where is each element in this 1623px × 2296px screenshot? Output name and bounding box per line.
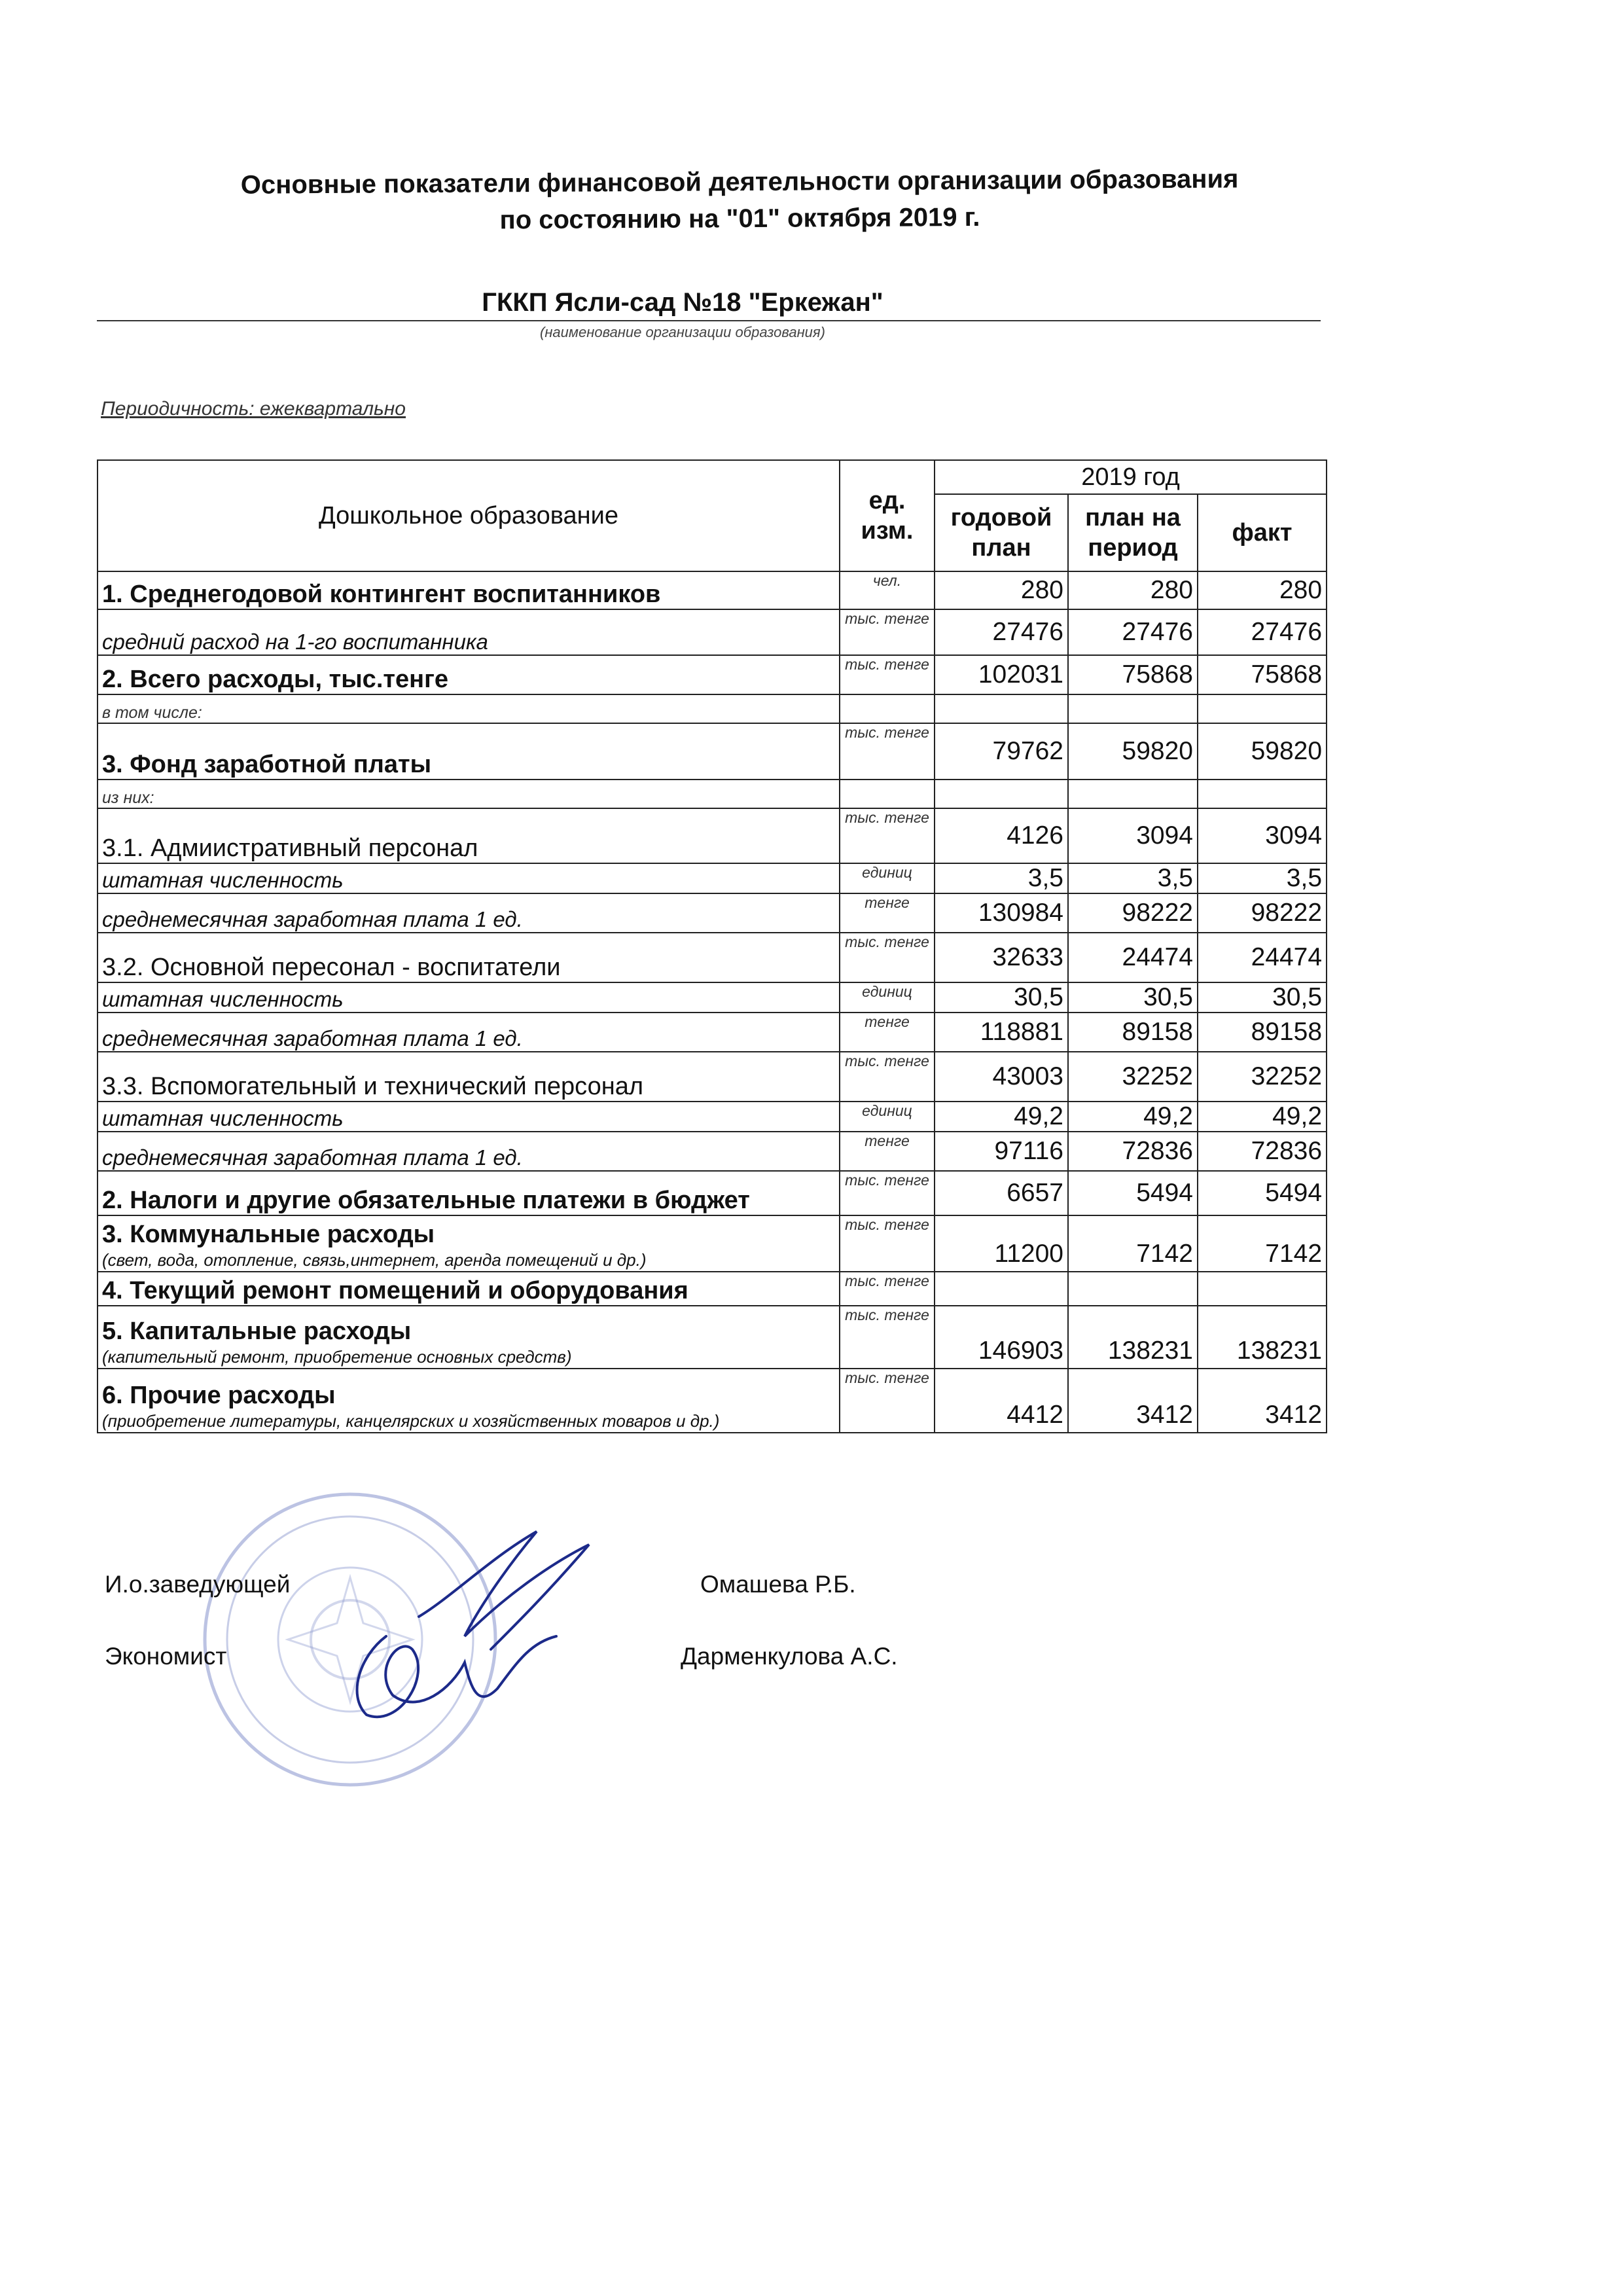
row-period-plan-value: 7142	[1068, 1215, 1198, 1272]
table-row	[98, 933, 1327, 982]
row-indicator-name	[98, 723, 840, 780]
row-annual-plan-value: 27476	[935, 609, 1068, 655]
header-unit: ед. изм.	[840, 460, 935, 571]
row-fact-value: 138231	[1198, 1306, 1327, 1369]
organization-caption: (наименование организации образования)	[540, 324, 825, 340]
table-row	[98, 723, 1327, 780]
row-indicator-name	[98, 933, 840, 982]
table-row	[98, 863, 1327, 893]
row-period-plan-value: 280	[1068, 571, 1198, 609]
row-period-plan-value	[1068, 694, 1198, 723]
organization-name: ГККП Ясли-сад №18 "Еркежан"	[97, 285, 1321, 321]
row-fact-value: 24474	[1198, 933, 1327, 982]
row-unit	[840, 780, 935, 808]
title-line-2: по состоянию на "01" октября 2019 г.	[499, 202, 980, 235]
position-economist: Экономист	[105, 1643, 227, 1670]
table-row	[98, 1215, 1327, 1272]
row-indicator-label: среднемесячная заработная плата 1 ед.	[102, 1145, 523, 1170]
row-indicator-name	[98, 1369, 840, 1433]
financial-indicators-table	[97, 459, 1327, 1433]
row-fact-value: 27476	[1198, 609, 1327, 655]
row-indicator-name	[98, 1306, 840, 1369]
row-fact-value: 3094	[1198, 808, 1327, 863]
row-period-plan-value: 5494	[1068, 1171, 1198, 1215]
table-row	[98, 571, 1327, 609]
row-indicator-name	[98, 609, 840, 655]
row-period-plan-value: 3,5	[1068, 863, 1198, 893]
row-indicator-name	[98, 780, 840, 808]
row-annual-plan-value: 4412	[935, 1369, 1068, 1433]
periodicity-label: Периодичность: ежеквартально	[101, 398, 406, 420]
row-indicator-name	[98, 694, 840, 723]
signatures-block	[105, 1558, 1021, 1728]
row-annual-plan-value: 130984	[935, 893, 1068, 933]
row-annual-plan-value: 32633	[935, 933, 1068, 982]
row-period-plan-value: 24474	[1068, 933, 1198, 982]
row-fact-value: 72836	[1198, 1132, 1327, 1171]
row-annual-plan-value: 49,2	[935, 1102, 1068, 1132]
row-unit: чел.	[840, 571, 935, 609]
row-indicator-label: штатная численность	[102, 987, 344, 1011]
row-unit: тыс. тенге	[840, 1171, 935, 1215]
row-period-plan-value: 30,5	[1068, 982, 1198, 1013]
row-period-plan-value: 49,2	[1068, 1102, 1198, 1132]
header-preschool-education: Дошкольное образование	[98, 460, 840, 571]
header-year: 2019 год	[935, 460, 1327, 494]
row-indicator-label: 4. Текущий ремонт помещений и оборудования	[102, 1277, 688, 1304]
row-indicator-label: штатная численность	[102, 1106, 344, 1130]
table-row	[98, 982, 1327, 1013]
row-unit: тыс. тенге	[840, 933, 935, 982]
row-fact-value	[1198, 1272, 1327, 1306]
row-annual-plan-value	[935, 1272, 1068, 1306]
row-annual-plan-value: 97116	[935, 1132, 1068, 1171]
row-unit: тыс. тенге	[840, 609, 935, 655]
row-indicator-name	[98, 863, 840, 893]
row-annual-plan-value: 4126	[935, 808, 1068, 863]
row-annual-plan-value: 11200	[935, 1215, 1068, 1272]
row-fact-value	[1198, 694, 1327, 723]
row-indicator-label: 3. Коммунальные расходы	[102, 1221, 435, 1248]
table-row	[98, 1306, 1327, 1369]
row-period-plan-value: 3094	[1068, 808, 1198, 863]
row-indicator-note: (капительный ремонт, приобретение основных средств)	[102, 1347, 572, 1367]
row-unit: единиц	[840, 1102, 935, 1132]
row-indicator-label: среднемесячная заработная плата 1 ед.	[102, 1026, 523, 1050]
row-indicator-label: 6. Прочие расходы	[102, 1382, 336, 1409]
handwritten-signature-2	[321, 1617, 596, 1761]
row-indicator-label: 3.3. Вспомогательный и технический персонал	[102, 1073, 644, 1100]
row-annual-plan-value: 146903	[935, 1306, 1068, 1369]
row-period-plan-value: 89158	[1068, 1013, 1198, 1052]
row-annual-plan-value	[935, 694, 1068, 723]
row-fact-value: 3412	[1198, 1369, 1327, 1433]
row-fact-value: 32252	[1198, 1052, 1327, 1102]
row-unit: тенге	[840, 893, 935, 933]
row-annual-plan-value: 6657	[935, 1171, 1068, 1215]
row-annual-plan-value: 118881	[935, 1013, 1068, 1052]
row-fact-value: 98222	[1198, 893, 1327, 933]
row-fact-value	[1198, 780, 1327, 808]
table-row	[98, 1272, 1327, 1306]
organization-block	[97, 285, 1321, 341]
table-body	[98, 571, 1327, 1433]
row-indicator-name	[98, 1132, 840, 1171]
table-row	[98, 1369, 1327, 1433]
row-period-plan-value: 98222	[1068, 893, 1198, 933]
row-indicator-note: (свет, вода, отопление, связь,интернет, аренда помещений и др.)	[102, 1250, 647, 1270]
row-unit: тыс. тенге	[840, 808, 935, 863]
row-unit: единиц	[840, 982, 935, 1013]
row-annual-plan-value: 30,5	[935, 982, 1068, 1013]
row-unit: тыс. тенге	[840, 1052, 935, 1102]
row-fact-value: 5494	[1198, 1171, 1327, 1215]
row-unit: тыс. тенге	[840, 723, 935, 780]
row-annual-plan-value: 102031	[935, 655, 1068, 694]
row-indicator-name	[98, 982, 840, 1013]
row-period-plan-value: 138231	[1068, 1306, 1198, 1369]
row-indicator-label: среднемесячная заработная плата 1 ед.	[102, 907, 523, 931]
row-indicator-name	[98, 1013, 840, 1052]
row-fact-value: 7142	[1198, 1215, 1327, 1272]
row-unit: тыс. тенге	[840, 1369, 935, 1433]
table-row	[98, 1052, 1327, 1102]
row-indicator-label: 2. Налоги и другие обязательные платежи в бюджет	[102, 1187, 750, 1214]
table-row	[98, 655, 1327, 694]
table-row	[98, 808, 1327, 863]
header-fact: факт	[1198, 494, 1327, 571]
row-indicator-name	[98, 808, 840, 863]
row-period-plan-value: 27476	[1068, 609, 1198, 655]
row-indicator-label: средний расход на 1-го воспитанника	[102, 630, 488, 654]
table-row	[98, 780, 1327, 808]
row-indicator-name	[98, 655, 840, 694]
row-indicator-name	[98, 1272, 840, 1306]
row-unit: единиц	[840, 863, 935, 893]
row-unit: тыс. тенге	[840, 655, 935, 694]
row-indicator-label: 2. Всего расходы, тыс.тенге	[102, 666, 449, 693]
row-indicator-name	[98, 1171, 840, 1215]
title-line-1: Основные показатели финансовой деятельности организации образования	[240, 164, 1239, 200]
row-annual-plan-value: 3,5	[935, 863, 1068, 893]
row-fact-value: 30,5	[1198, 982, 1327, 1013]
row-period-plan-value	[1068, 1272, 1198, 1306]
table-row	[98, 1013, 1327, 1052]
row-unit: тенге	[840, 1013, 935, 1052]
table-row	[98, 609, 1327, 655]
row-indicator-label: из них:	[102, 789, 154, 807]
row-unit: тенге	[840, 1132, 935, 1171]
row-fact-value: 3,5	[1198, 863, 1327, 893]
header-annual-plan: годовой план	[935, 494, 1068, 571]
row-indicator-label: 3. Фонд заработной платы	[102, 751, 432, 778]
row-period-plan-value	[1068, 780, 1198, 808]
row-fact-value: 49,2	[1198, 1102, 1327, 1132]
row-fact-value: 75868	[1198, 655, 1327, 694]
document-title	[216, 160, 1264, 240]
row-annual-plan-value: 280	[935, 571, 1068, 609]
table-row	[98, 893, 1327, 933]
row-indicator-label: 3.1. Адмиистративный персонал	[102, 834, 478, 862]
row-period-plan-value: 72836	[1068, 1132, 1198, 1171]
row-indicator-label: 5. Капитальные расходы	[102, 1318, 412, 1345]
row-fact-value: 89158	[1198, 1013, 1327, 1052]
row-fact-value: 280	[1198, 571, 1327, 609]
row-indicator-note: (приобретение литературы, канцелярских и хозяйственных товаров и др.)	[102, 1411, 720, 1431]
row-indicator-name	[98, 571, 840, 609]
row-annual-plan-value	[935, 780, 1068, 808]
row-period-plan-value: 59820	[1068, 723, 1198, 780]
row-unit	[840, 694, 935, 723]
position-acting-head: И.о.заведующей	[105, 1571, 291, 1598]
row-indicator-name	[98, 1102, 840, 1132]
row-indicator-name	[98, 1215, 840, 1272]
row-indicator-name	[98, 893, 840, 933]
row-indicator-label: в том числе:	[102, 704, 202, 722]
row-annual-plan-value: 79762	[935, 723, 1068, 780]
row-indicator-label: 1. Среднегодовой контингент воспитанников	[102, 581, 661, 608]
table-row	[98, 1132, 1327, 1171]
row-fact-value: 59820	[1198, 723, 1327, 780]
table-row	[98, 1102, 1327, 1132]
row-unit: тыс. тенге	[840, 1215, 935, 1272]
name-economist: Дарменкулова А.С.	[681, 1643, 898, 1670]
table-row	[98, 1171, 1327, 1215]
row-indicator-label: штатная численность	[102, 868, 344, 892]
row-period-plan-value: 3412	[1068, 1369, 1198, 1433]
row-indicator-label: 3.2. Основной пересонал - воспитатели	[102, 954, 561, 981]
row-period-plan-value: 75868	[1068, 655, 1198, 694]
row-unit: тыс. тенге	[840, 1306, 935, 1369]
table-row	[98, 694, 1327, 723]
header-period-plan: план на период	[1068, 494, 1198, 571]
row-annual-plan-value: 43003	[935, 1052, 1068, 1102]
row-indicator-name	[98, 1052, 840, 1102]
name-acting-head: Омашева Р.Б.	[700, 1571, 856, 1598]
row-period-plan-value: 32252	[1068, 1052, 1198, 1102]
row-unit: тыс. тенге	[840, 1272, 935, 1306]
